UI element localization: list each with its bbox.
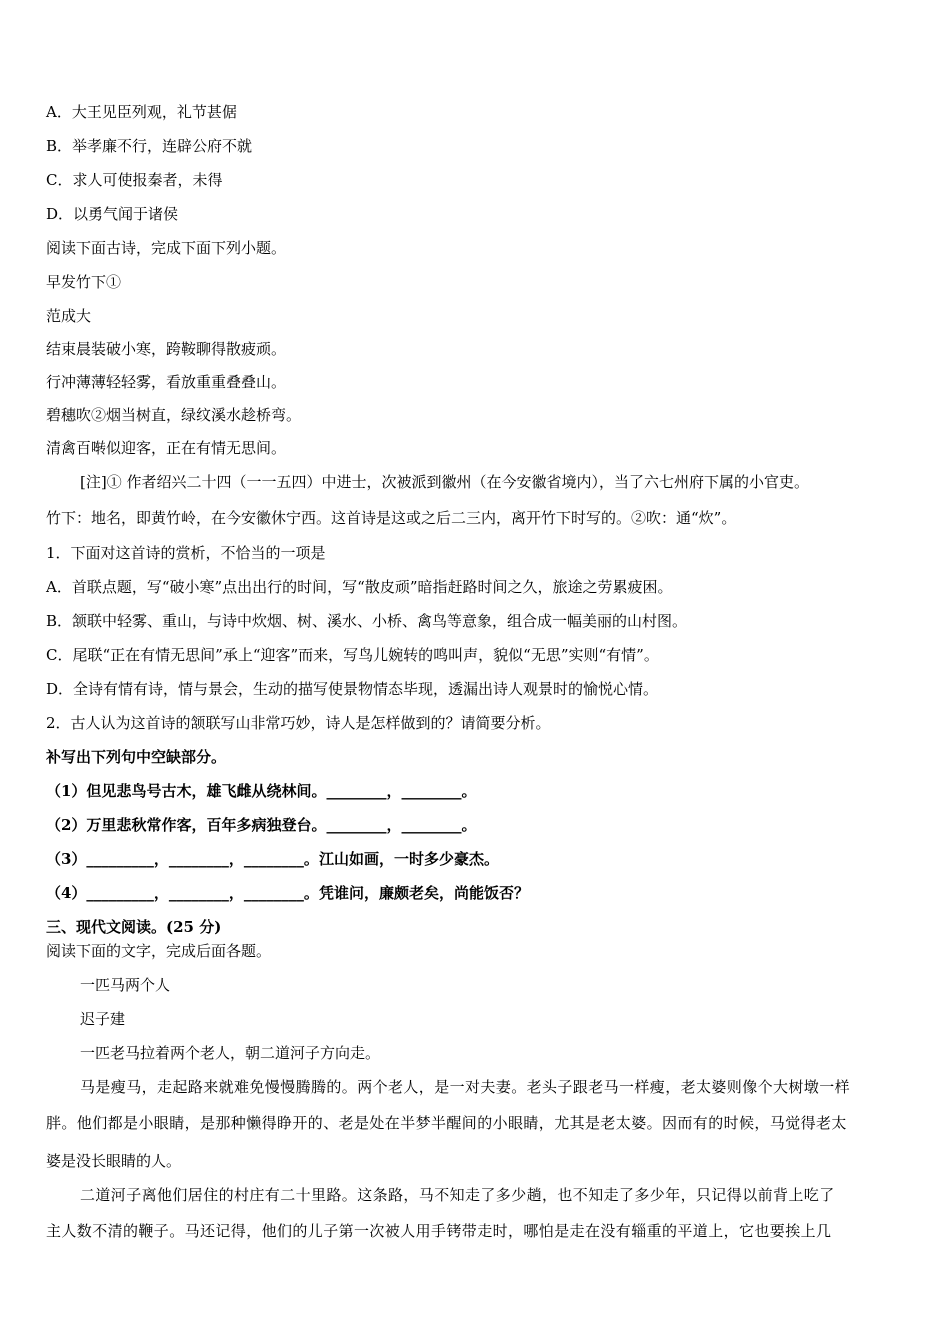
story-paragraph: 马是瘦马，走起路来就难免慢慢腾腾的。两个老人，是一对夫妻。老头子跟老马一样瘦，老太婆则像个大树墩一样	[80, 1078, 851, 1096]
story-paragraph-cont: 主人数不清的鞭子。马还记得，他们的儿子第一次被人用手铐带走时，哪怕是走在没有辎重的平道上，它也要挨上几	[46, 1222, 832, 1240]
question-2: 2．古人认为这首诗的颔联写山非常巧妙，诗人是怎样做到的？请简要分析。	[46, 714, 551, 732]
poem-instruction: 阅读下面古诗，完成下面下列小题。	[46, 239, 287, 257]
fill-blank-item: （2）万里悲秋常作客，百年多病独登台。________，________。	[46, 816, 477, 834]
option-d: D．以勇气闻于诸侯	[46, 205, 179, 223]
poem-line: 清禽百啭似迎客，正在有情无思间。	[46, 439, 287, 457]
poem-note: [注]① 作者绍兴二十四（一一五四）中进士，次被派到徽州（在今安徽省境内），当了六七州府下属的小官吏。	[80, 473, 809, 491]
poem-line: 行冲薄薄轻轻雾，看放重重叠叠山。	[46, 373, 287, 391]
option-c: C．求人可使报秦者，未得	[46, 171, 223, 189]
section-3-instruction: 阅读下面的文字，完成后面各题。	[46, 942, 272, 960]
story-paragraph-cont: 胖。他们都是小眼睛，是那种懒得睁开的、老是处在半梦半醒间的小眼睛，尤其是老太婆。因而有的时候，马觉得老太	[46, 1114, 847, 1132]
fill-blank-item: （3）_________，________，________。江山如画，一时多少豪杰。	[46, 850, 499, 868]
story-paragraph-cont: 婆是没长眼睛的人。	[46, 1152, 182, 1170]
story-paragraph: 二道河子离他们居住的村庄有二十里路。这条路，马不知走了多少趟，也不知走了多少年，只记得以前背上吃了	[80, 1186, 835, 1204]
story-title: 一匹马两个人	[80, 976, 171, 994]
q1-option-d: D．全诗有情有诗，情与景会，生动的描写使景物情态毕现，透漏出诗人观景时的愉悦心情。	[46, 680, 659, 698]
poem-note-cont: 竹下：地名，即黄竹岭，在今安徽休宁西。这首诗是这或之后二三内，离开竹下时写的。②吹：通“炊”。	[46, 509, 737, 527]
fill-blank-item: （4）_________，________，________。凭谁问，廉颇老矣，尚能饭否？	[46, 884, 529, 902]
poem-author: 范成大	[46, 307, 92, 325]
option-b: B．举孝廉不行，连辟公府不就	[46, 137, 253, 155]
fill-blank-heading: 补写出下列句中空缺部分。	[46, 748, 227, 766]
question-1: 1．下面对这首诗的赏析，不恰当的一项是	[46, 544, 326, 562]
story-paragraph: 一匹老马拉着两个老人，朝二道河子方向走。	[80, 1044, 381, 1062]
q1-option-b: B．颔联中轻雾、重山，与诗中炊烟、树、溪水、小桥、禽鸟等意象，组合成一幅美丽的山村图。	[46, 612, 688, 630]
poem-line: 碧穗吹②烟当树直，绿纹溪水趁桥弯。	[46, 406, 302, 424]
story-author: 迟子建	[80, 1010, 126, 1028]
q1-option-c: C．尾联“正在有情无思间”承上“迎客”而来，写鸟儿婉转的鸣叫声，貌似“无思”实则“有情”。	[46, 646, 659, 664]
poem-line: 结束晨装破小寒，跨鞍聊得散疲顽。	[46, 340, 287, 358]
q1-option-a: A．首联点题，写“破小寒”点出出行的时间，写“散皮顽”暗指赶路时间之久，旅途之劳累疲困。	[46, 578, 673, 596]
fill-blank-item: （1）但见悲鸟号古木，雄飞雌从绕林间。________，________。	[46, 782, 477, 800]
poem-title: 早发竹下①	[46, 273, 122, 291]
section-3-heading: 三、现代文阅读。(25 分)	[46, 918, 222, 936]
option-a: A．大王见臣列观，礼节甚倨	[46, 103, 237, 121]
